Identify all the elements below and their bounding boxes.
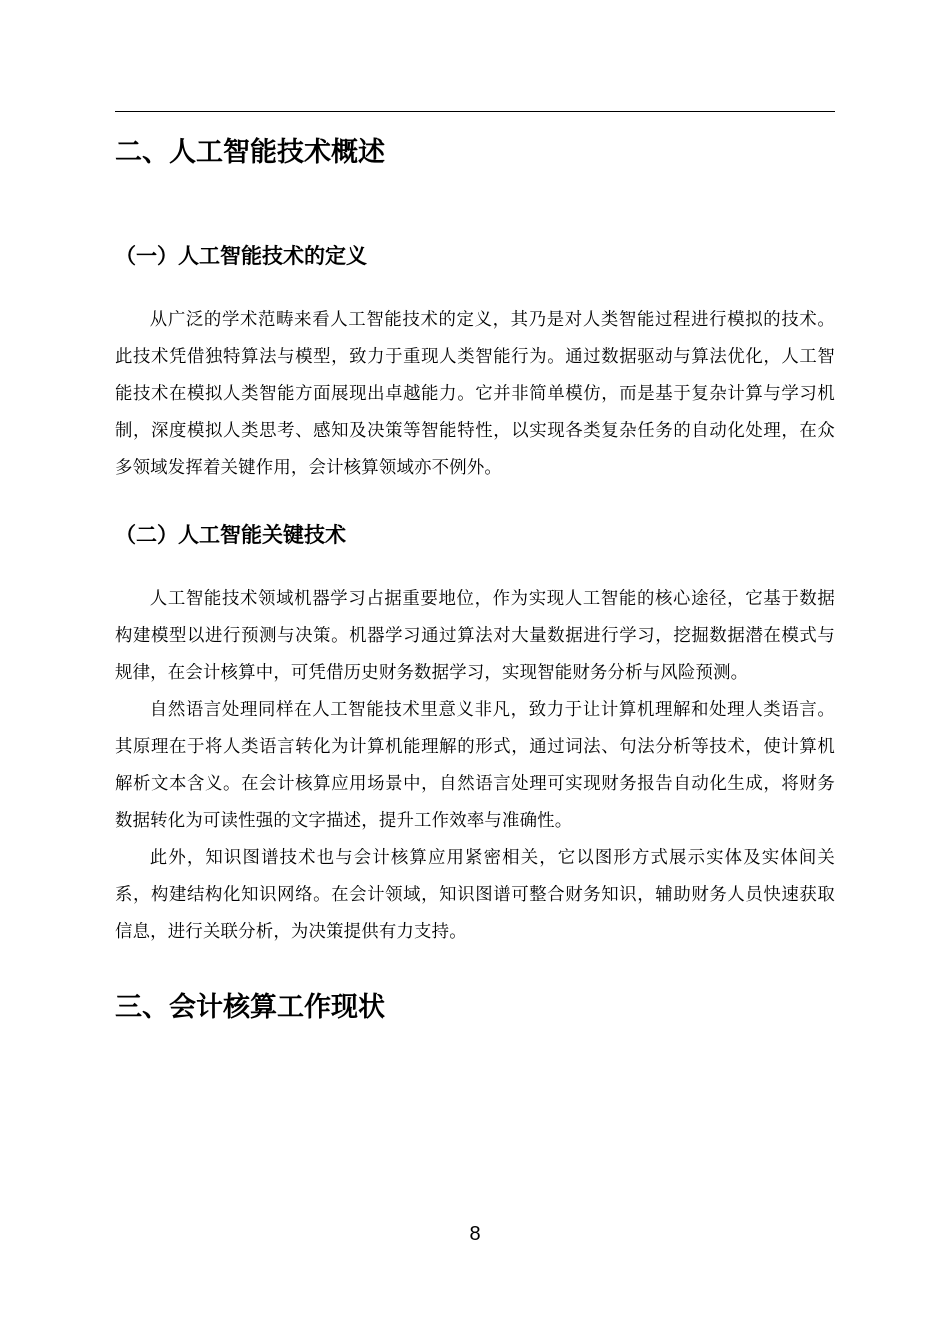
page-number: 8 [469,1223,481,1245]
section-heading: 二、人工智能技术概述 [115,137,385,168]
subsection-heading: （二）人工智能关键技术 [115,523,346,547]
section-heading: 三、会计核算工作现状 [115,992,385,1023]
paragraph: 自然语言处理同样在人工智能技术里意义非凡，致力于让计算机理解和处理人类语言。其原理在于将人类语言转化为计算机能理解的形式，通过词法、句法分析等技术，使计算机解析文本含义。在会计核算应用场景中，自然语言处理可实现财务报告自动化生成，将财务数据转化为可读性强的文字描述，提升工作效率与准确性。 [115,700,835,831]
subsection-heading: （一）人工智能技术的定义 [115,244,367,268]
header-rule [115,111,835,112]
page-content [115,130,835,1031]
paragraph: 此外，知识图谱技术也与会计核算应用紧密相关，它以图形方式展示实体及实体间关系，构建结构化知识网络。在会计领域，知识图谱可整合财务知识，辅助财务人员快速获取信息，进行关联分析，为决策提供有力支持。 [115,848,835,942]
paragraph: 人工智能技术领域机器学习占据重要地位，作为实现人工智能的核心途径，它基于数据构建模型以进行预测与决策。机器学习通过算法对大量数据进行学习，挖掘数据潜在模式与规律，在会计核算中，可凭借历史财务数据学习，实现智能财务分析与风险预测。 [115,589,835,683]
paragraph: 从广泛的学术范畴来看人工智能技术的定义，其乃是对人类智能过程进行模拟的技术。此技术凭借独特算法与模型，致力于重现人类智能行为。通过数据驱动与算法优化，人工智能技术在模拟人类智能方面展现出卓越能力。它并非简单模仿，而是基于复杂计算与学习机制，深度模拟人类思考、感知及决策等智能特性，以实现各类复杂任务的自动化处理，在众多领域发挥着关键作用，会计核算领域亦不例外。 [115,310,835,478]
